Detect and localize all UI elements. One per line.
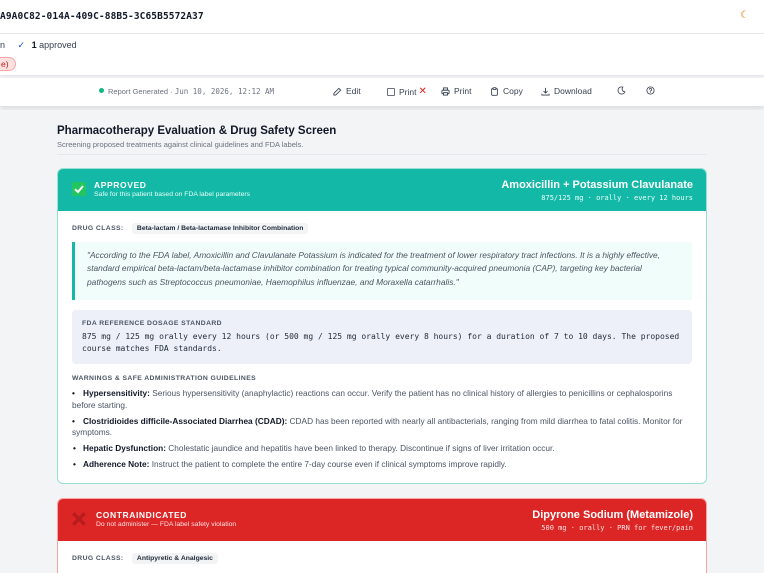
drug-name: Dipyrone Sodium (Metamizole) [532,509,693,521]
edit-button[interactable] [333,86,361,96]
print-checkbox[interactable] [387,88,395,96]
close-icon: ✕ [418,86,427,97]
print-toggle[interactable] [387,86,427,97]
summary-bar [0,34,764,76]
print-toggle-label: Print [399,86,417,97]
download-label: Download [554,86,592,96]
list-item [72,459,692,471]
divider [57,154,707,155]
report-generated [99,87,274,96]
print-label: Print [454,86,472,96]
printer-icon [441,87,450,96]
warning-text: CDAD has been reported with nearly all antibacterials, ranging from mild diarrhea to fatal colitis. Monitor for symptoms. [72,415,683,438]
report-toolbar [0,78,764,106]
status-dot-icon [99,88,104,93]
dosage-text: 875 mg / 125 mg orally every 12 hours (or 500 mg / 125 mg orally every 8 hours) for a duration of 7 to 10 days. The proposed course matches FDA standards. [82,332,680,353]
moon-icon[interactable]: ☾ [740,10,749,21]
dosage-heading: FDA REFERENCE DOSAGE STANDARD [82,320,222,327]
download-icon [541,87,550,96]
card-status-note: Safe for this patient based on FDA label parameters [94,191,251,198]
copy-label: Copy [503,86,523,96]
edit-label: Edit [346,86,361,96]
dosage-standard [72,310,692,364]
warning-title: Clostridioides difficile-Associated Diarrhea (CDAD): [83,415,288,426]
warning-title: Hepatic Dysfunction: [83,443,166,454]
status-summary [0,40,77,51]
report-separator: · [170,87,173,96]
warning-title: Hypersensitivity: [83,388,150,398]
drug-dose: 500 mg · orally · PRN for fever/pain [541,524,693,532]
card-header [58,169,706,211]
list-item [72,443,692,455]
warning-text: Serious hypersensitivity (anaphylactic) reactions can occur. Verify the patient has no clinical history of allergies to penicillins or cephalosporins before starting. [72,388,673,410]
page-title: Pharmacotherapy Evaluation & Drug Safety Screen [57,125,337,137]
top-bar [0,0,764,34]
drug-class [72,223,308,234]
card-status: CONTRAINDICATED [96,510,188,520]
warnings-heading: WARNINGS & SAFE ADMINISTRATION GUIDELINES [72,375,257,382]
approved-label: approved [39,40,77,50]
edit-icon [333,87,342,96]
download-button[interactable] [541,86,592,96]
drug-card-approved [57,168,707,484]
drug-class-tag: Beta-lactam / Beta-lactamase Inhibitor Combination [132,223,309,234]
help-button[interactable] [646,86,655,95]
card-status: APPROVED [94,180,147,190]
fda-quote: "According to the FDA label, Amoxicillin and Clavulanate Potassium is indicated for the treatment of lower respiratory tract infections. It is a highly effective, standard empirical beta-lactam/beta-lactamase inhibitor combination for treating typical community-acquired pneumonia (CAP), targeting key bacterial pathogens such as Streptococcus pneumoniae, Haemophilus influenzae, and Moraxella catarrhalis." [72,242,692,300]
card-status-note: Do not administer — FDA label safety violation [96,521,237,528]
page-subtitle: Screening proposed treatments against clinical guidelines and FDA labels. [57,140,304,149]
copy-button[interactable] [490,86,523,96]
drug-dose: 875/125 mg · orally · every 12 hours [541,194,693,202]
drug-card-contraindicated [57,498,707,573]
drug-class-label: DRUG CLASS: [72,555,124,562]
warnings-list [72,388,692,475]
report-content [0,110,764,573]
drug-class-tag: Antipyretic & Analgesic [132,553,218,564]
cross-icon [71,511,87,527]
status-pill[interactable]: e) [0,57,16,71]
check-box-icon [72,182,86,196]
check-icon: ✓ [17,40,26,50]
warning-title: Adherence Note: [83,458,150,469]
drug-class [72,553,218,564]
document-id: A9A0C82-014A-409C-88B5-3C65B5572A37 [0,11,204,22]
moon-icon [617,86,626,95]
approved-count: 1 [31,40,37,50]
list-item [72,388,692,412]
warning-text: Instruct the patient to complete the entire 7-day course even if clinical symptoms improve rapidly. [151,458,507,469]
clipboard-icon [490,87,499,96]
report-timestamp: Jun 10, 2026, 12:12 AM [174,87,275,96]
status-prefix: n [0,40,6,50]
warning-text: Cholestatic jaundice and hepatitis have been linked to therapy. Discontinue if signs of liver irritation occur. [168,443,555,454]
drug-name: Amoxicillin + Potassium Clavulanate [501,179,693,191]
print-button[interactable] [441,86,471,96]
report-label: Report Generated [108,87,169,96]
help-icon [646,86,655,95]
list-item [72,416,692,440]
card-header [58,499,706,541]
drug-class-label: DRUG CLASS: [72,225,124,232]
theme-toggle[interactable] [617,86,626,95]
